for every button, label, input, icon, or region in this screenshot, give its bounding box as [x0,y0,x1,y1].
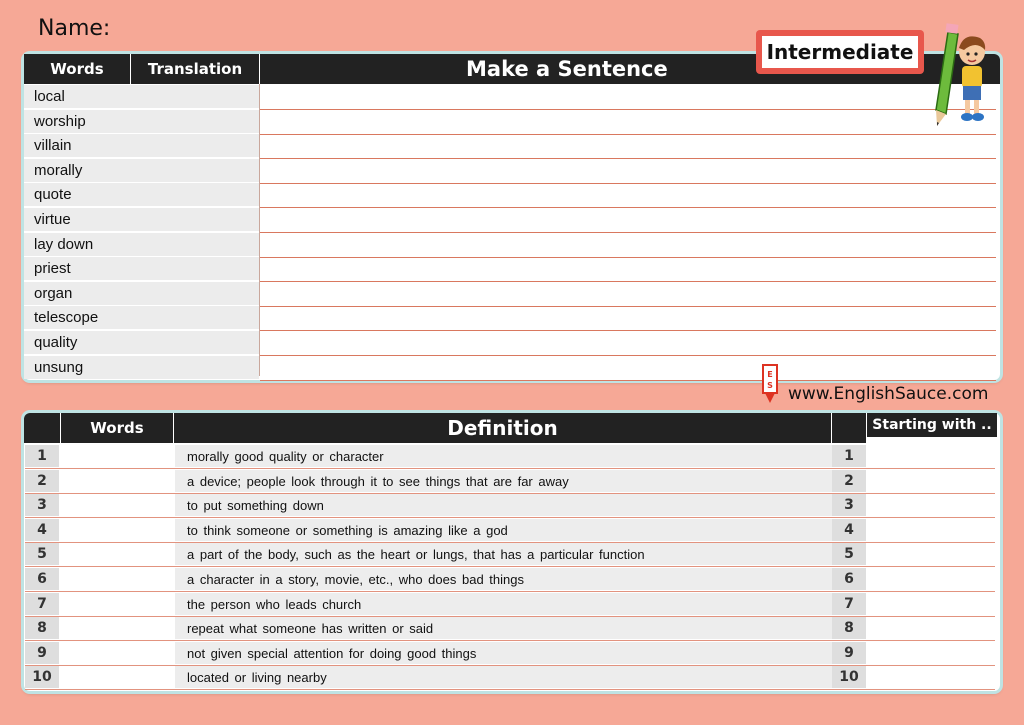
svg-text:E: E [767,370,773,379]
word-answer-field[interactable] [61,642,173,664]
vocab-sentence-table [24,54,1000,380]
vocab-word: telescope [24,306,140,329]
definition-text: a character in a story, movie, etc., who does bad things [175,568,842,590]
translation-field[interactable] [131,282,259,305]
word-answer-field[interactable] [61,593,173,615]
translation-field[interactable] [131,208,259,231]
row-divider [25,566,995,567]
definition-text: a device; people look through it to see things that are far away [175,470,842,492]
vocab-word: villain [24,134,140,157]
vocab-word: worship [24,110,140,133]
starting-with-field[interactable] [867,568,995,590]
sentence-line[interactable] [260,232,996,233]
starting-with-field[interactable] [867,519,995,541]
definition-text: located or living nearby [175,666,842,688]
row-number-left: 3 [25,494,59,516]
word-answer-field[interactable] [61,494,173,516]
row-number-left: 8 [25,617,59,639]
sentence-line[interactable] [260,380,996,381]
pen-logo-icon [762,364,778,404]
row-number-left: 2 [25,470,59,492]
row-number-right: 1 [832,445,866,467]
starting-with-field[interactable] [867,543,995,565]
translation-field[interactable] [131,110,259,133]
name-label: Name: [38,16,111,41]
definition-text: morally good quality or character [175,445,842,467]
starting-with-field[interactable] [867,666,995,688]
sentence-line[interactable] [260,330,996,331]
starting-with-field[interactable] [867,593,995,615]
vocab-word: local [24,85,140,108]
kid-with-pencil-icon [928,10,988,128]
vocab-word: quote [24,183,140,206]
sentence-line[interactable] [260,134,996,135]
row-number-right: 3 [832,494,866,516]
definition-text: to think someone or something is amazing like a god [175,519,842,541]
translation-field[interactable] [131,85,259,108]
definition-match-table [24,413,1000,691]
definition-text: not given special attention for doing good things [175,642,842,664]
starting-with-field[interactable] [867,445,995,467]
translation-field[interactable] [131,257,259,280]
vocab-word: lay down [24,233,140,256]
row-divider [25,517,995,518]
row-number-right: 5 [832,543,866,565]
word-answer-field[interactable] [61,666,173,688]
word-answer-field[interactable] [61,519,173,541]
header-blank-left [24,413,60,443]
vocab-word: virtue [24,208,140,231]
vocab-word: quality [24,331,140,354]
row-divider [25,468,995,469]
vocab-word: organ [24,282,140,305]
translation-field[interactable] [131,134,259,157]
word-answer-field[interactable] [61,470,173,492]
sentence-line[interactable] [260,207,996,208]
translation-field[interactable] [131,306,259,329]
sentence-line[interactable] [260,183,996,184]
starting-with-field[interactable] [867,642,995,664]
row-divider [25,640,995,641]
header-translation: Translation [131,54,259,84]
vocab-word: unsung [24,356,140,379]
row-number-left: 7 [25,593,59,615]
header-starting-with: Starting with .. [867,413,997,437]
row-number-right: 2 [832,470,866,492]
definition-text: to put something down [175,494,842,516]
level-badge [756,30,924,74]
row-divider [25,689,995,690]
header-make-sentence: Make a Sentence [260,54,1000,84]
row-number-left: 10 [25,666,59,688]
word-answer-field[interactable] [61,543,173,565]
row-number-right: 6 [832,568,866,590]
row-number-right: 7 [832,593,866,615]
row-number-left: 5 [25,543,59,565]
sentence-line[interactable] [260,355,996,356]
translation-field[interactable] [131,183,259,206]
row-divider [25,591,995,592]
definition-text: the person who leads church [175,593,842,615]
definition-text: a part of the body, such as the heart or lungs, that has a particular function [175,543,842,565]
row-number-right: 4 [832,519,866,541]
column-divider [259,84,260,376]
row-number-right: 8 [832,617,866,639]
starting-with-field[interactable] [867,470,995,492]
header-blank-right [832,413,866,443]
vocab-word: priest [24,257,140,280]
row-number-left: 4 [25,519,59,541]
row-number-right: 10 [832,666,866,688]
svg-text:S: S [767,381,773,390]
sentence-line[interactable] [260,257,996,258]
translation-field[interactable] [131,331,259,354]
row-number-left: 9 [25,642,59,664]
website-link[interactable]: www.EnglishSauce.com [788,384,989,404]
header-words: Words [61,413,173,443]
row-number-right: 9 [832,642,866,664]
sentence-line[interactable] [260,281,996,282]
translation-field[interactable] [131,233,259,256]
word-answer-field[interactable] [61,568,173,590]
word-answer-field[interactable] [61,445,173,467]
starting-with-field[interactable] [867,617,995,639]
level-badge-label: Intermediate [762,36,918,68]
sentence-line[interactable] [260,306,996,307]
translation-field[interactable] [131,356,259,379]
starting-with-field[interactable] [867,494,995,516]
header-definition: Definition [174,413,831,443]
sentence-line[interactable] [260,109,996,110]
vocab-word: morally [24,159,140,182]
header-words: Words [24,54,130,84]
row-number-left: 1 [25,445,59,467]
sentence-line[interactable] [260,158,996,159]
word-answer-field[interactable] [61,617,173,639]
row-number-left: 6 [25,568,59,590]
translation-field[interactable] [131,159,259,182]
definition-text: repeat what someone has written or said [175,617,842,639]
